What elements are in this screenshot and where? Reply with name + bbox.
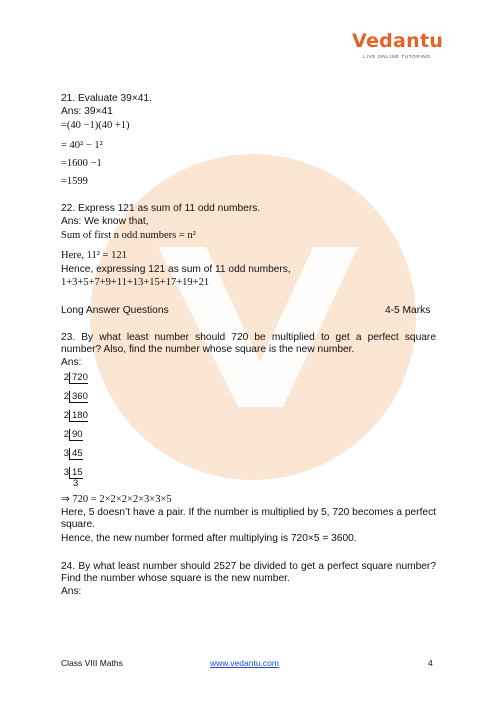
footer-website-link[interactable]: www.vedantu.com <box>210 658 279 668</box>
division-dividend: 45 <box>69 448 83 460</box>
logo-brand: Vedantu <box>352 30 444 52</box>
q24-answer-label: Ans: <box>61 586 82 597</box>
q23-question: 23. By what least number should 720 be multiplied to get a perfect square number? Also, find the number whose square is the new number. <box>61 332 436 355</box>
division-row <box>61 410 88 422</box>
vedantu-logo <box>352 30 442 66</box>
division-row <box>61 391 88 403</box>
q22-line-4: 1+3+5+7+9+11+13+15+17+19+21 <box>61 277 210 288</box>
q22-line-1: Sum of first n odd numbers = n² <box>61 230 196 241</box>
logo-tagline: LIVE ONLINE TUTORING <box>363 54 431 59</box>
division-dividend: 360 <box>69 391 88 403</box>
footer-class-label: Class VIII Maths <box>61 658 123 668</box>
q21-step-3: =1600 −1 <box>61 158 102 169</box>
q24-question: 24. By what least number should 2527 be divided to get a perfect square number? Find the number whose square is the new number. <box>61 561 436 584</box>
section-title: Long Answer Questions <box>61 305 169 316</box>
q23-factorization: ⇒ 720 = 2×2×2×2×3×3×5 <box>61 494 172 505</box>
division-divisor: 3 <box>63 467 69 478</box>
division-divisor: 2 <box>63 391 69 402</box>
division-divisor: 3 <box>63 448 69 459</box>
q21-step-2: = 40² − 1² <box>61 140 103 151</box>
division-remainder: 3 <box>73 478 79 489</box>
q23-conclusion: Hence, the new number formed after multiplying is 720×5 = 3600. <box>61 533 357 544</box>
division-dividend: 90 <box>69 429 83 441</box>
division-row <box>61 467 83 479</box>
division-divisor: 2 <box>63 372 69 383</box>
q23-explanation: Here, 5 doesn’t have a pair. If the number is multiplied by 5, 720 becomes a perfect square. <box>61 507 436 530</box>
division-dividend: 720 <box>69 372 88 384</box>
q21-question: 21. Evaluate 39×41. <box>61 93 152 104</box>
q21-answer-label: Ans: 39×41 <box>61 106 113 117</box>
section-marks: 4-5 Marks <box>385 305 431 316</box>
q23-answer-label: Ans: <box>61 357 82 368</box>
q21-step-4: =1599 <box>61 176 88 187</box>
q22-answer-label: Ans: We know that, <box>61 216 149 227</box>
division-row <box>61 448 83 460</box>
division-divisor: 2 <box>63 429 69 440</box>
q22-line-2: Here, 11² = 121 <box>61 250 127 261</box>
division-row <box>61 372 88 384</box>
vedantu-watermark-icon <box>88 152 418 482</box>
division-row <box>61 429 83 441</box>
footer-page-number: 4 <box>428 658 433 668</box>
division-dividend: 15 <box>69 467 83 479</box>
q21-step-1: =(40 −1)(40 +1) <box>61 120 130 131</box>
q22-line-3: Hence, expressing 121 as sum of 11 odd numbers, <box>61 264 291 275</box>
division-dividend: 180 <box>69 410 88 422</box>
division-divisor: 2 <box>63 410 69 421</box>
q22-question: 22. Express 121 as sum of 11 odd numbers. <box>61 203 261 214</box>
